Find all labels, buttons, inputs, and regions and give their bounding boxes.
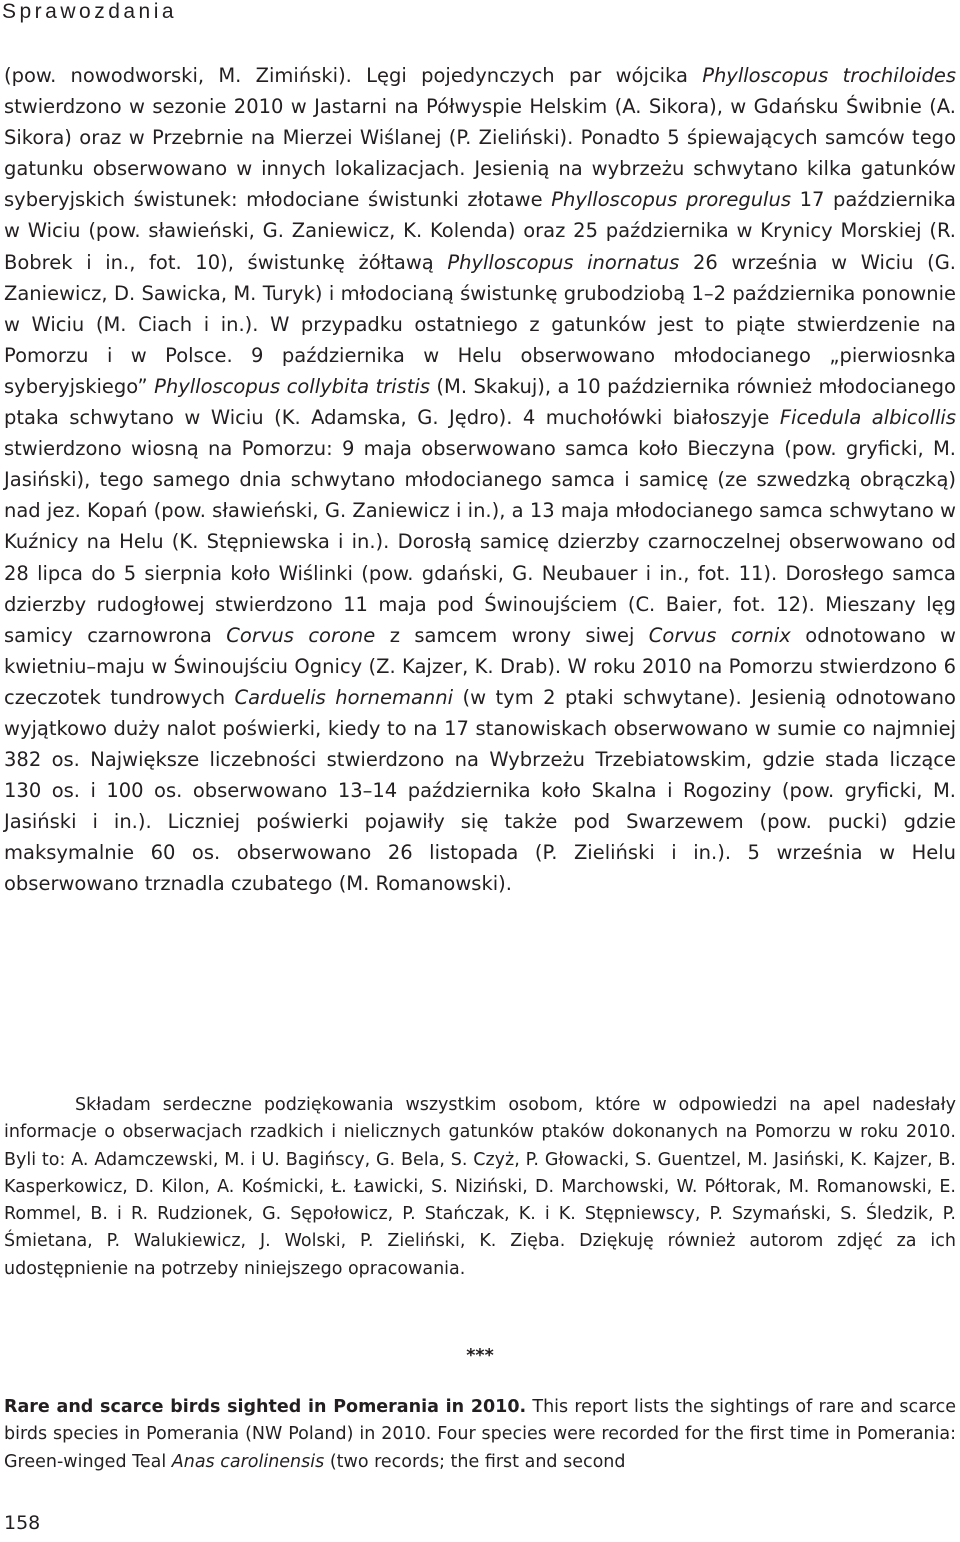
text-segment: stwierdzono wiosną na Pomorzu: 9 maja obserwowano samca koło Bieczyna (pow. gryficki, M. Jasiński), tego samego dnia schwytano młodocianego samca i samicę (ze szwedzką obrączką) nad jez. Kopań (pow. sławieński, G. Zaniewicz i in.), a 13 maja młodocianego samca schwytano w Kuźnicy na Helu (K. Stępniewska i in.). Dorosłą samicę dzierzby czarnoczelnej obserwowano od 28 lipca do 5 sierpnia koło Wiślinki (pow. gdański, G. Neubauer i in., fot. 11). Dorosłego samca dzierzby rudogłowej stwierdzono 11 maja pod Świnoujściem (C. Baier, fot. 12). Mieszany lęg samicy czarnowrona — [4, 437, 956, 647]
summary-species: Anas carolinensis — [171, 1451, 325, 1472]
text-segment: z samcem wrony siwej — [375, 623, 649, 647]
text-segment: (pow. nowodworski, M. Zimiński). Lęgi pojedynczych par wójcika — [4, 64, 703, 87]
text-segment: (M. Skakuj), a 10 października również młodocianego ptaka schwytano w Wiciu (K. Adamska, G. Jędro). 4 muchołówki białoszyje — [4, 374, 956, 430]
text-segment: 26 września w Wiciu (G. Zaniewicz, D. Sawicka, M. Turyk) i młodocianą świstunkę grubodziobą 1–2 października ponownie w Wiciu (M. Ciach i in.). W przypadku ostatniego z gatunków jest to piąte stwierdzenie na Pomorzu i w Polsce. 9 października w Helu obserwowano młodocianego „pierwiosnka syberyjskiego” — [4, 250, 957, 398]
summary-text-after: (two records; the first and second — [324, 1451, 626, 1472]
species-name: Phylloscopus trochiloides — [702, 64, 956, 87]
species-name: Phylloscopus collybita tristis — [154, 374, 430, 398]
species-name: Corvus corone — [226, 623, 376, 647]
species-name: Carduelis hornemanni — [234, 685, 454, 709]
text-segment: 17 października w Wiciu (pow. sławieński, G. Zaniewicz, K. Kolenda) oraz 25 października w Krynicy Morskiej (R. Bobrek i in., fot. 10), świstunkę żółtawą — [4, 188, 956, 274]
species-name: Phylloscopus inornatus — [447, 250, 680, 274]
page-number: 158 — [4, 1512, 41, 1534]
text-segment: odnotowano w kwietniu–maju w Świnoujściu Ognicy (Z. Kajzer, K. Drab). W roku 2010 na Pomorzu stwierdzono 6 czeczotek tundrowych — [4, 623, 957, 709]
species-name: Corvus cornix — [648, 623, 791, 647]
section-header: Sprawozdania — [2, 0, 178, 23]
section-separator: *** — [466, 1346, 494, 1366]
species-name: Phylloscopus proregulus — [551, 188, 791, 212]
text-segment: stwierdzono w sezonie 2010 w Jastarni na Półwyspie Helskim (A. Sikora), w Gdańsku Świbnie (A. Sikora) oraz w Przebrnie na Mierzei Wiślanej (P. Zieliński). Ponadto 5 śpiewających samców tego gatunku obserwowano w innych lokalizacjach. Jesienią na wybrzeżu schwytano kilka gatunków syberyjskich świstunek: młodociane świstunki złotawe — [4, 95, 956, 212]
summary-title: Rare and scarce birds sighted in Pomerania in 2010. — [4, 1397, 527, 1417]
summary-text-before: This report lists the sightings of rare and scarce birds species in Pomerania (NW Poland) in 2010. Four species were recorded for the first time in Pomerania: Green-winged Teal — [4, 1397, 956, 1472]
species-name: Ficedula albicollis — [779, 406, 956, 430]
english-summary — [4, 1394, 956, 1476]
text-segment: (w tym 2 ptaki schwytane). Jesienią odnotowano wyjątkowo duży nalot poświerki, kiedy to na 17 stanowiskach obserwowano w sumie co najmniej 382 os. Największe liczebności stwierdzono na Wybrzeżu Trzebiatowskim, gdzie stada liczące 130 os. i 100 os. obserwowano 13–14 października koło Skalna i Rogoziny (pow. gryficki, M. Jasiński i in.). Liczniej poświerki pojawiły się także pod Swarzewem (pow. pucki) gdzie maksymalnie 60 os. obserwowano 26 listopada (P. Zieliński i in.). 5 września w Helu obserwowano trznadla czubatego (M. Romanowski). — [4, 685, 956, 896]
acknowledgements-paragraph: Składam serdeczne podziękowania wszystkim osobom, które w odpowiedzi na apel nadesłały informacje o obserwacjach rzadkich i nielicznych gatunków ptaków dokonanych na Pomorzu w roku 2010. Byli to: A. Adamczewski, M. i U. Bagińscy, G. Bela, S. Czyż, P. Głowacki, S. Guentzel, M. Jasiński, K. Kajzer, B. Kasperkowicz, D. Kilon, A. Kośmicki, Ł. Ławicki, S. Niziński, D. Marchowski, W. Półtorak, M. Romanowski, E. Rommel, B. i R. Rudzionek, G. Sępołowicz, P. Stańczak, K. i K. Stępniewscy, P. Szymański, S. Śledzik, P. Śmietana, P. Walukiewicz, J. Wolski, P. Zieliński, K. Zięba. Dziękuję również autorom zdjęć za ich udostępnienie na potrzeby niniejszego opracowania. — [4, 1095, 956, 1279]
main-body-text — [4, 60, 956, 900]
